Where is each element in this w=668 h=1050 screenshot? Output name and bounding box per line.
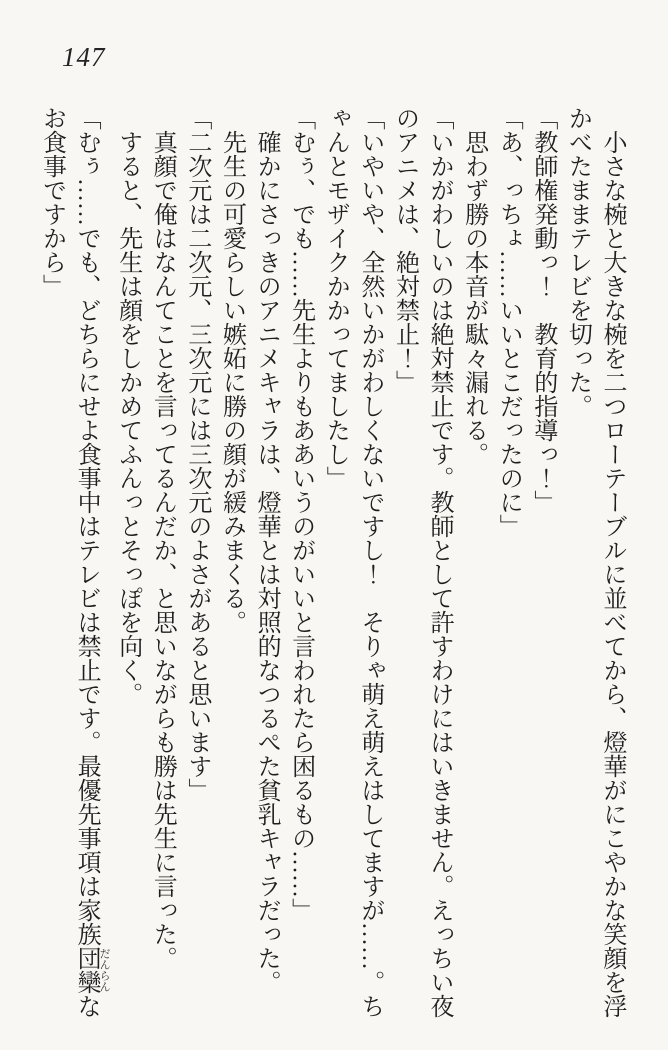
text-line: 先生の可愛らしい嫉妬に勝の顔が緩みまくる。 bbox=[218, 106, 245, 634]
text-line: お食事ですから」 bbox=[38, 106, 65, 298]
text-line: 「教師権発動っ！ 教育的指導っ！」 bbox=[529, 106, 556, 514]
vertical-text-block bbox=[34, 106, 629, 1022]
text-line: 小さな椀と大きな椀を二つローテーブルに並べてから、燈華がにこやかな笑顔を浮 bbox=[599, 106, 625, 1018]
text-line: 「むぅ、でも……先生よりもああいうのがいいと言われたら困るもの……」 bbox=[287, 106, 314, 922]
text-line: ゃんとモザイクかかってましたし」 bbox=[322, 106, 349, 490]
text-line: かべたままテレビを切った。 bbox=[564, 106, 591, 418]
text-line: 確かにさっきのアニメキャラは、燈華とは対照的なつるぺた貧乳キャラだった。 bbox=[253, 106, 280, 994]
text-line: のアニメは、絶対禁止！」 bbox=[391, 106, 418, 394]
text-line: 「いかがわしいのは絶対禁止です。教師として許すわけにはいきません。えっちい夜 bbox=[426, 106, 453, 1018]
text-line: 思わず勝の本音が駄々漏れる。 bbox=[460, 106, 487, 466]
text-line: 真顔で俺はなんてことを言ってるんだか、と思いながらも勝は先生に言った。 bbox=[149, 106, 176, 970]
page-number: 147 bbox=[62, 42, 106, 72]
text-line: 「いやいや、全然いかがわしくないですし！ そりゃ萌え萌えはしてますが……。ち bbox=[356, 106, 383, 1018]
text-line: 「あ、っちょ……いいとこだったのに」 bbox=[495, 106, 522, 538]
text-line: すると、先生は顔をしかめてふんっとそっぽを向く。 bbox=[114, 106, 141, 706]
furigana-ruby: 団欒 だんらん bbox=[73, 946, 111, 994]
text-line: 「むぅ……でも、どちらにせよ食事中はテレビは禁止です。最優先事項は家族団欒 だんらんな bbox=[73, 106, 111, 1018]
text-line: 「二次元は二次元、三次元には三次元のよさがあると思います」 bbox=[183, 106, 210, 802]
